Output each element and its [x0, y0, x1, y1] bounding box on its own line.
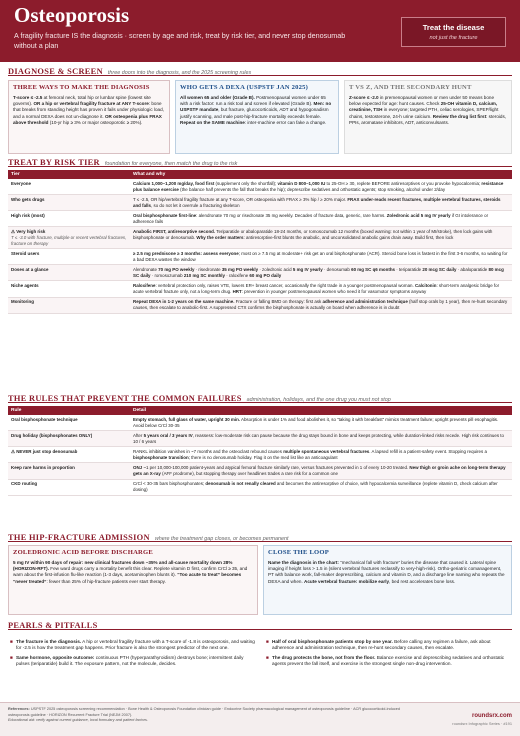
tier-label: ⚠ Very high risk: [11, 229, 46, 235]
tier-table: [8, 170, 512, 314]
tier-detail: T ≤ -2.5, OR hip/vertebral fragility fracture at any T-score, OR osteopenia with FRAX ≥ 3% hip / ≥ 20% major. FRAX under-reads recent fractures, multiple vertebral fractures, steroids and falls, so do not let it overrule a fracturing skeleton: [130, 195, 512, 211]
rule-label: CKD routing: [8, 479, 130, 495]
tier-label: Monitoring: [11, 299, 34, 305]
table-row: [8, 265, 512, 281]
site-link[interactable]: roundsrx.com: [471, 713, 512, 719]
rule-detail: After 5 years oral / 3 years IV, reassess: low-moderate risk can pause because the drug stays bound in bone and keeps protecting, while duration-linked risks recede. High risk continues to 10 / 6 years: [130, 431, 512, 447]
header-banner: [0, 0, 520, 62]
box-body: Name the diagnosis in the chart: “mechanical fall with fracture” buries the disease that caused it. Lateral spine imaging if height loss > 1.5 in (silent vertebral fractures reclassify to very-high-risk). Ortho-geriatric comanagement, PT with balance work, fall-maker deprescribing, calcium and vitamin D, and a discharge line naming who repeats the DEXA and when. Acute vertebral fracture: mobilize early, bed rest accelerates bone loss.: [268, 559, 505, 584]
pearl-item: [266, 655, 511, 668]
rule-label: Keep rare harms in proportion: [8, 463, 130, 479]
tier-cell: [8, 249, 130, 265]
pearls-right-column: [266, 639, 511, 671]
series-label: roundsrx Infographic Series · #191: [452, 721, 512, 726]
box-title: CLOSE THE LOOP: [268, 549, 329, 556]
tier-detail: Anabolic FIRST, antiresorptive second. Teriparatide or abaloparatide 18-24 months, or romosozumab 12 months (boxed warning: not within 1 year of MI/stroke), then lock gains with bisphosphonate or denosumab. Why the order matters: antiresorptive-first blunts the anabolic, and unconsolidated anabolic gains drain away. Build first, then lock: [130, 227, 512, 249]
pearl-item: [10, 655, 255, 668]
tier-label: Everyone: [11, 180, 31, 186]
table-row: [8, 195, 512, 211]
section-note: where the treatment gap closes, or becomes permanent: [154, 536, 289, 542]
tier-detail: Alendronate 70 mg PO weekly · risedronate 35 mg PO weekly · zoledronic acid 5 mg IV yearly · denosumab 60 mg SC q6 months · teriparatide 20 mcg SC daily · abaloparatide 80 mcg SC daily · romosozumab 210 mg SC monthly · raloxifene 60 mg PO daily: [130, 265, 512, 281]
section-pearls: [8, 620, 512, 630]
box-body: Z-score ≤ -2.0 in premenopausal women or men under 50 means bone below expected for age: hunt causes. Check 25-OH vitamin D, calcium, creatinine, TSH in everyone; targeted PTH, celiac serologies, SPEP/light chains, testosterone, 24-h urine calcium. Review the drug list first: steroids, PPIs, aromatase inhibitors, ADT, anticonvulsants.: [349, 94, 507, 125]
tier-label: Steroid users: [11, 251, 40, 257]
tier-detail: Calcium 1,000–1,200 mg/day, food first (supplement only the shortfall); vitamin D 800–1,000 IU to 25-OH ≥ 30, replete BEFORE antiresorptives or you provoke hypocalcemia; resistance plus balance exercise (the balance half prevents the fall that breaks the hip); deprescribe sedatives and orthostatic agents; stop smoking, alcohol under 2/day: [130, 179, 512, 195]
pearl-text: Same hormone, opposite outcome: continuous PTH (hyperparathyroidism) destroys bone; intermittent daily pulses (teriparatide) build it. The exposure pattern, not the molecule, decides.: [16, 654, 244, 667]
pearls-left-column: [10, 639, 255, 671]
tier-detail: Repeat DEXA in 1-2 years on the same machine. Fracture or falling BMD on therapy: first ask adherence and administration technique (half stop orals by 1 year), then re-hunt secondary causes, then escalate to anabolic-first. A suppressed CTX confirms the bisphosphonate is actually on board when adherence is in doubt: [130, 297, 512, 313]
tier-note: T ≤ -3.0 with fracture, multiple or recent vertebral fractures, fracture on therapy: [11, 234, 127, 246]
bullet-icon: ■: [266, 639, 269, 644]
box-body: All women 65 and older (Grade B). Postmenopausal women under 65 with a risk factor: run a risk tool and screen if elevated (Grade B). Men: no USPSTF mandate, but fracture, glucocorticoids, ADT and hypogonadism justify scanning, and male post-hip-fracture mortality exceeds female. Repeat on the SAME machine: inter-machine error can fake a change.: [180, 94, 332, 125]
bullet-icon: ■: [10, 639, 13, 644]
what-header: What and why: [130, 170, 512, 179]
section-treat: [8, 157, 512, 167]
table-row: [8, 281, 512, 297]
table-row: [8, 479, 512, 495]
rule-detail: Empty stomach, full glass of water, upright 30 min. Absorption is under 1% and food abolishes it, so “taking it with breakfast” mimics treatment failure; upright prevents pill esophagitis. Avoid below CrCl 30-35: [130, 415, 512, 431]
tier-label: Doses at a glance: [11, 267, 49, 273]
disclaimer: Educational aid: verify against current guidance, local formulary and patient factors.: [8, 718, 148, 723]
rule-header: Rule: [8, 406, 130, 415]
pearl-item: [10, 639, 255, 652]
footer: [0, 702, 520, 736]
tier-label: High risk (most): [11, 213, 45, 219]
hip-box-close-loop: [263, 545, 512, 615]
tier-cell: [8, 227, 130, 249]
tier-detail: Oral bisphosphonate first-line: alendronate 70 mg or risedronate 35 mg weekly. Decades of fracture data, generic, rare harms. Zoledronic acid 5 mg IV yearly if GI intolerance or adherence fails: [130, 211, 512, 227]
rule-detail: RANKL inhibition vanishes in ~7 months and the osteoclast rebound causes multiple spontaneous vertebral fractures. A lapsed refill is a patient-safety event. Stopping requires a bisphosphonate transition; there is no denosumab holiday. Flag it on the med list like an anticoagulant: [130, 447, 512, 463]
section-diagnose: [8, 66, 512, 76]
badge-subtitle: not just the fracture: [429, 35, 478, 42]
hip-box-zoledronic: [8, 545, 258, 615]
section-rules: [8, 393, 512, 403]
section-title: THE RULES THAT PREVENT THE COMMON FAILURES: [8, 394, 242, 403]
pearl-text: The fracture is the diagnosis. A hip or vertebral fragility fracture with a T-score of -1.8 is osteoporosis, and waiting for -2.5 is how the treatment gap happens. Prior fracture is also the strongest predictor of the next one.: [16, 639, 255, 651]
table-row: [8, 211, 512, 227]
box-title: THREE WAYS TO MAKE THE DIAGNOSIS: [13, 84, 150, 91]
table-row: [8, 227, 512, 249]
table-row: [8, 297, 512, 313]
diag-box-three-ways: [8, 80, 170, 154]
tier-cell: [8, 297, 130, 313]
detail-header: Detail: [130, 406, 512, 415]
page-title: Osteoporosis: [14, 3, 130, 27]
table-row: [8, 431, 512, 447]
tier-label: Niche agents: [11, 283, 39, 289]
tier-label: Who gets drugs: [11, 197, 45, 202]
section-note: three doors into the diagnosis, and the 2025 screening rules: [107, 70, 252, 76]
table-row: [8, 463, 512, 479]
tier-cell: [8, 265, 130, 281]
box-body: 5 mg IV within 90 days of repair: new clinical fractures down ~35% and all-cause mortality down 28% (HORIZON-RFT). Few ward drugs carry a mortality benefit this clear. Replete vitamin D first, confirm CrCl ≥ 35, and warn about the first-infusion flu-like reaction (1-3 days, acetaminophen blunts it). “Too acute to treat” becomes “never treated”: fewer than 25% of hip-fracture patients ever start therapy.: [13, 559, 248, 584]
tier-cell: [8, 179, 130, 195]
references-text: USPSTF 2025 osteoporosis screening recommendation · Bone Health & Osteoporosis Foundation clinician guide · Endocrine Society pharmacological management of osteoporosis guideline · ACR glucocorticoid-induced osteoporosis guideline · HORIZON Recurrent Fracture Trial (NEJM 2007).: [8, 707, 400, 717]
pearl-text: The drug protects the bone, not from the floor. Balance exercise and deprescribing sedatives and orthostatic agents prevent the fall itself, and exercise is the strongest single non-drug intervention.: [272, 654, 505, 667]
rule-label: Drug holiday (bisphosphonates ONLY): [8, 431, 130, 447]
section-title: DIAGNOSE & SCREEN: [8, 67, 103, 76]
table-row: [8, 249, 512, 265]
bullet-icon: ■: [10, 654, 13, 660]
diag-box-who-gets-dexa: [175, 80, 339, 154]
tier-cell: [8, 211, 130, 227]
pearl-item: [266, 639, 511, 652]
box-title: T VS Z, AND THE SECONDARY HUNT: [349, 84, 472, 91]
rule-detail: ONJ ~1 per 10,000-100,000 patient-years and atypical femoral fracture similarly rare, versus fractures prevented in 1 of every 10-20 treated. New thigh or groin ache on long-term therapy gets an X-ray (AFF prodrome), but stopping therapy over headlines trades a rare risk for a common one: [130, 463, 512, 479]
box-title: WHO GETS A DEXA (USPSTF JAN 2025): [180, 84, 308, 91]
box-title: ZOLEDRONIC ACID BEFORE DISCHARGE: [13, 549, 153, 556]
pearl-text: Half of oral bisphosphonate patients stop by one year. Before calling any regimen a failure, ask about adherence and administration technique, then re-hunt secondary causes, then escalate.: [272, 639, 491, 651]
page-subtitle: A fragility fracture IS the diagnosis · screen by age and risk, treat by risk tier, and never stop denosumab without a plan: [14, 31, 346, 50]
references-label: References:: [8, 707, 30, 711]
section-note: administration, holidays, and the one drug you must not stop: [246, 397, 391, 403]
tier-header: Tier: [8, 170, 130, 179]
tier-cell: [8, 195, 130, 211]
tier-detail: ≥ 2.5 mg prednisone ≥ 3 months: assess everyone; most on ≥ 7.5 mg at moderate+ risk get an oral bisphosphonate (ACR). Steroid bone loss is fastest in the first 3-6 months, so waiting for a bad DEXA wastes the window: [130, 249, 512, 265]
references: [8, 707, 418, 724]
table-row: [8, 415, 512, 431]
section-title: TREAT BY RISK TIER: [8, 158, 100, 167]
box-body: T-score ≤ -2.5 at femoral neck, total hip or lumbar spine (lowest site governs). OR a hip or vertebral fragility fracture at ANY T-score: bone that breaks from standing height has proven it fails under physiologic load, and a normal DEXA does not un-diagnose it. OR osteopenia plus FRAX above threshold (10-yr hip ≥ 3% or major osteoporotic ≥ 20%).: [13, 94, 164, 125]
rule-label: ⚠ NEVER just stop denosumab: [8, 447, 130, 463]
badge-title: Treat the disease: [422, 23, 485, 32]
table-row: [8, 447, 512, 463]
section-title: THE HIP-FRACTURE ADMISSION: [8, 533, 150, 542]
section-note: foundation for everyone, then match the drug to the risk: [104, 161, 238, 167]
tier-cell: [8, 281, 130, 297]
section-title: PEARLS & PITFALLS: [8, 621, 98, 630]
tier-detail: Raloxifene: vertebral protection only, raises VTE, lowers ER+ breast cancer, occasionally the right trade in a younger postmenopausal woman. Calcitonin: short-term analgesic bridge for acute vertebral fracture only, not a long-term drug. HRT: prevention in younger postmenopausal women who need it for vasomotor symptoms anyway: [130, 281, 512, 297]
rule-detail: CrCl < 30-35 bars bisphosphonates; denosumab is not renally cleared and becomes the antiresorptive of choice, with hypocalcemia surveillance (replete vitamin D, check calcium after dosing): [130, 479, 512, 495]
rule-label: Oral bisphosphonate technique: [8, 415, 130, 431]
rules-table: [8, 406, 512, 496]
diag-box-t-vs-z: [344, 80, 512, 154]
bullet-icon: ■: [266, 654, 269, 660]
table-row: [8, 179, 512, 195]
header-badge: [401, 17, 506, 47]
section-hip-fracture: [8, 532, 512, 542]
